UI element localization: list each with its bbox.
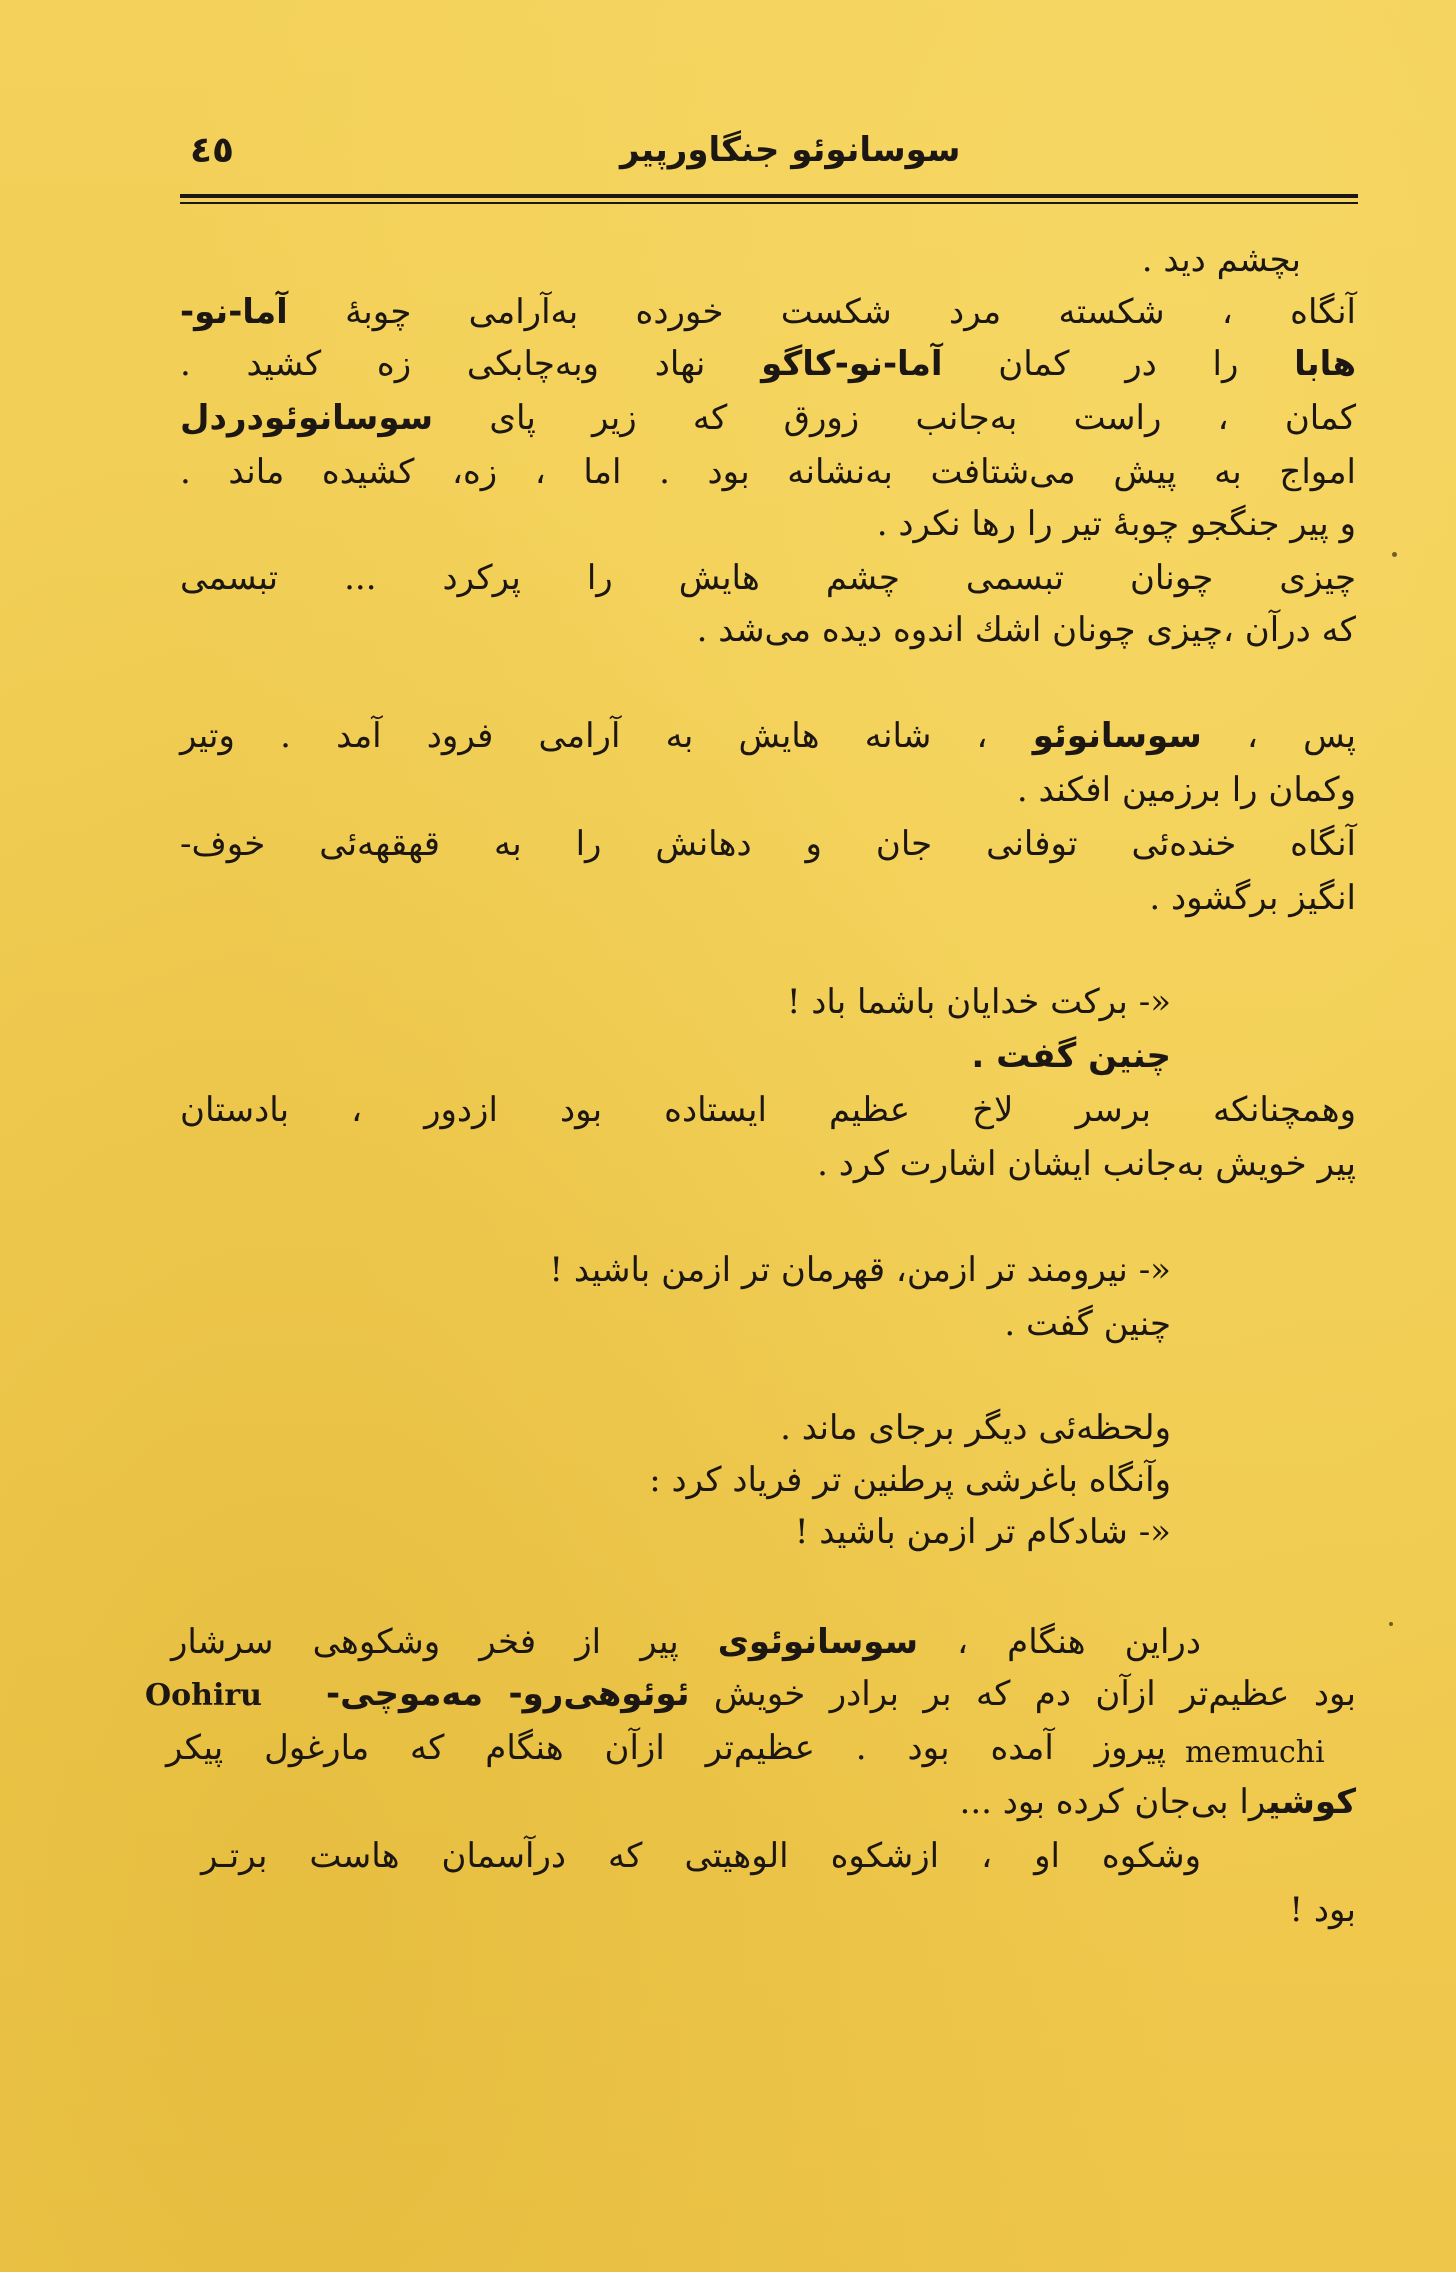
running-title: سوسانوئو جنگاورپیر: [620, 130, 961, 170]
text-line-12: انگیز برگشود .: [1149, 878, 1356, 918]
quote-line-4: چنین گفت .: [1004, 1304, 1171, 1344]
text-line-3: هابا را در کمان آما-نو-کاگو نهاد وبه‌چابکی زه کشید .: [180, 344, 1357, 384]
text-line-2: آنگاه ، شکسته مرد شکست خورده به‌آرامی چوبهٔ آما-نو-: [180, 292, 1356, 332]
text-line-10: وکمان را برزمین افکند .: [1016, 770, 1356, 810]
text-line-18: کوشیرا بی‌جان کرده بود ...: [959, 1782, 1356, 1822]
quote-line-2: چنین گفت .: [971, 1036, 1171, 1076]
quote-line-3: «- نیرومند تر ازمن، قهرمان تر ازمن باشید !: [549, 1250, 1171, 1290]
text-line-20: بود !: [1289, 1890, 1356, 1930]
text-line-14: پیر خویش به‌جانب ایشان اشارت کرد .: [817, 1144, 1356, 1184]
latin-note-1: Oohiru: [145, 1678, 262, 1713]
text-line-16: بود عظیم‌تر ازآن دم که بر برادر خویش ئوئوهی‌رو- مه‌موچی-: [326, 1674, 1356, 1714]
header-rule-thin: [180, 202, 1358, 204]
page-number: ٤٥: [190, 130, 234, 171]
text-line-11: آنگاه خنده‌ئی توفانی جان و دهانش را به قهقهه‌ئی خوف-: [180, 824, 1356, 864]
text-line-8: که درآن ،چیزی چونان اشك اندوه دیده می‌شد .: [696, 610, 1356, 650]
quote-line-6: وآنگاه باغرشی پرطنین تر فریاد کرد :: [649, 1460, 1171, 1500]
quote-line-7: «- شادکام تر ازمن باشید !: [794, 1512, 1171, 1552]
text-line-9: پس ، سوسانوئو ، شانه هایش به آرامی فرود آمد . وتیر: [180, 716, 1356, 756]
text-line-15: دراین هنگام ، سوسانوئوی پیر از فخر وشکوهی سرشار: [171, 1622, 1201, 1662]
text-line-1: بچشم دید .: [1141, 240, 1301, 280]
paper-speck: [1389, 1622, 1393, 1626]
text-line-7: چیزی چونان تبسمی چشم هایش را پرکرد ... تبسمی: [180, 558, 1356, 598]
paper-speck: [1392, 552, 1397, 557]
text-line-4: کمان ، راست به‌جانب زورق که زیر پای سوسانوئودردل: [180, 398, 1356, 438]
text-line-19: وشکوه او ، ازشکوه الوهیتی که درآسمان هاست برتـر: [201, 1836, 1201, 1876]
text-line-5: امواج به پیش می‌شتافت به‌نشانه بود . اما ، زه، کشیده ماند .: [180, 452, 1356, 492]
page-header: [180, 130, 1356, 190]
text-line-13: وهمچنانکه برسر لاخ عظیم ایستاده بود ازدور ، بادستان: [180, 1090, 1356, 1130]
text-line-17: پیروز آمده بود . عظیم‌تر ازآن هنگام که مارغول پیکر: [166, 1728, 1166, 1768]
quote-line-5: ولحظه‌ئی دیگر برجای ماند .: [780, 1408, 1171, 1448]
header-rule: [180, 194, 1358, 198]
latin-note-2: memuchi: [1185, 1735, 1325, 1770]
text-line-6: و پیر جنگجو چوبهٔ تیر را رها نکرد .: [876, 504, 1356, 544]
quote-line-1: «- برکت خدایان باشما باد !: [786, 982, 1171, 1022]
